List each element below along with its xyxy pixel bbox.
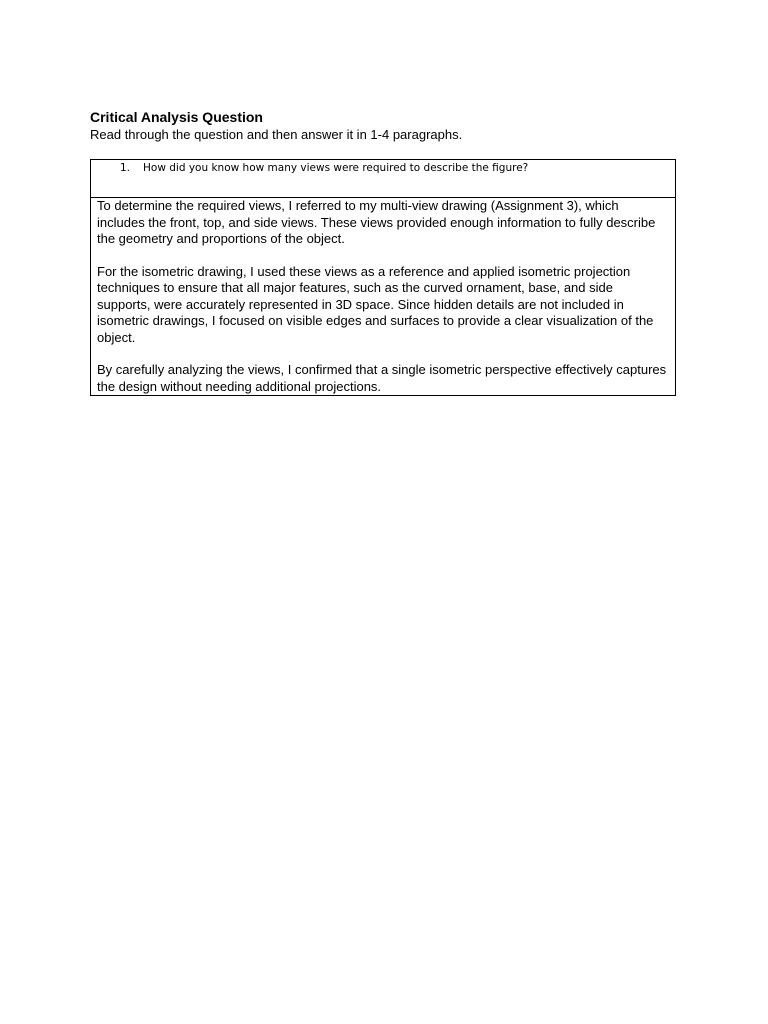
question-answer-table: [90, 159, 676, 396]
answer-cell: [91, 198, 675, 395]
question-text: How did you know how many views were required to describe the figure?: [143, 162, 529, 174]
question-number: 1.: [120, 162, 131, 174]
question-row: [91, 160, 675, 198]
answer-paragraph: To determine the required views, I referred to my multi-view drawing (Assignment 3), which includes the front, top, and side views. These views provided enough information to fully describe the geometry and proportions of the object.: [97, 198, 656, 246]
instructions-text: Read through the question and then answer it in 1-4 paragraphs.: [90, 127, 463, 142]
answer-paragraph: For the isometric drawing, I used these views as a reference and applied isometric projection techniques to ensure that all major features, such as the curved ornament, base, and side supports, were accurately represented in 3D space. Since hidden details are not included in isometric drawings, I focused on visible edges and surfaces to provide a clear visualization of the object.: [97, 263, 654, 345]
answer-paragraph: By carefully analyzing the views, I confirmed that a single isometric perspective effectively captures the design without needing additional projections.: [97, 362, 667, 394]
section-heading: Critical Analysis Question: [90, 109, 263, 125]
